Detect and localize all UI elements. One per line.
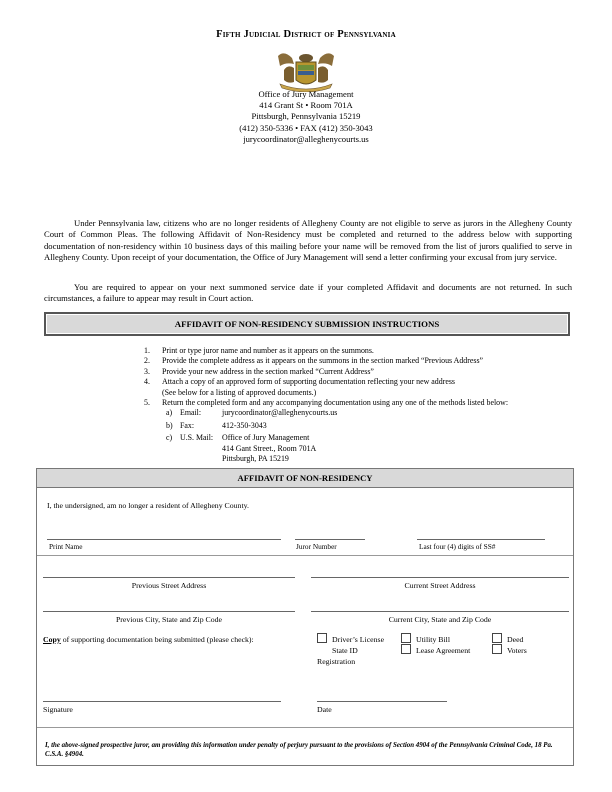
previous-street-field[interactable] — [43, 577, 295, 578]
instruction-item: 3. Provide your new address in the section marked “Current Address” — [144, 366, 374, 376]
state-id-label: State ID — [332, 646, 358, 655]
instruction-item: 4. Attach a copy of an approved form of supporting documentation reflecting your new address — [144, 377, 455, 387]
registration-label: Registration — [317, 657, 356, 666]
utility-bill-label: Utility Bill — [416, 635, 451, 644]
juror-number-label: Juror Number — [296, 542, 337, 551]
affidavit-form — [36, 468, 574, 766]
instruction-item: 5. Return the completed form and any accompanying documentation using any one of the methods listed below: — [144, 398, 509, 408]
instructions-list — [144, 346, 584, 464]
divider — [37, 727, 573, 728]
drivers-license-label: Driver’s License — [332, 635, 385, 644]
current-street-label: Current Street Address — [404, 581, 476, 590]
print-name-field[interactable] — [47, 539, 281, 540]
juror-number-field[interactable] — [295, 539, 365, 540]
office-email[interactable]: jurycoordinator@alleghenycourts.us — [243, 133, 369, 144]
office-address-block — [0, 89, 612, 145]
ss-last-four-label: Last four (4) digits of SS# — [419, 542, 496, 551]
previous-city-field[interactable] — [43, 611, 295, 612]
date-field[interactable] — [317, 701, 447, 702]
perjury-statement: I, the above-signed prospective juror, am providing this information under penalty of perjury pursuant to the provisions of Section 4904 of the Pennsylvania Criminal Code, 18 Pa. C.S.A. §4904. — [45, 742, 553, 758]
intro-paragraph-1: Under Pennsylvania law, citizens who are no longer residents of Allegheny County are not eligible to serve as jurors in the Allegheny County Court of Common Pleas. The following Affidavit of Non-Residency must be completed and returned to the address below with supporting documentation of non-residency within 10 business days of this mailing before your name will be removed from the list of jurors qualified to serve in Allegheny County. Upon receipt of your documentation, the Office of Jury Management will send a letter confirming your excusal from jury service. — [44, 218, 572, 262]
residency-statement: I, the undersigned, am no longer a resident of Allegheny County. — [47, 501, 249, 510]
court-title: Fifth Judicial District of Pennsylvania — [216, 29, 396, 40]
ss-last-four-field[interactable] — [417, 539, 545, 540]
current-city-label: Current City, State and Zip Code — [388, 615, 492, 624]
print-name-label: Print Name — [49, 542, 83, 551]
lease-agreement-label: Lease Agreement — [416, 646, 471, 655]
divider — [37, 555, 573, 556]
office-address-line2: Pittsburgh, Pennsylvania 15219 — [251, 111, 361, 122]
office-phones: (412) 350-5336 • FAX (412) 350-3043 — [239, 122, 373, 133]
deed-label: Deed — [507, 635, 524, 644]
lease-agreement-checkbox[interactable] — [401, 644, 411, 654]
instruction-item: 2. Provide the complete address as it appears on the summons in the section marked “Previous Address” — [144, 356, 484, 366]
date-label: Date — [317, 705, 332, 714]
intro-paragraph-2: You are required to appear on your next summoned service date if your completed Affidavit and documents are not returned. In such circumstances, a failure to appear may result in Court action. — [44, 282, 572, 304]
instruction-item: 1. Print or type juror name and number as it appears on the summons. — [144, 346, 374, 355]
method-fax: b) Fax: 412-350-3043 — [166, 420, 267, 430]
previous-city-label: Previous City, State and Zip Code — [115, 615, 223, 624]
voters-label: Voters — [507, 646, 527, 655]
signature-field[interactable] — [43, 701, 281, 702]
previous-street-label: Previous Street Address — [131, 581, 207, 590]
current-city-field[interactable] — [311, 611, 569, 612]
office-name: Office of Jury Management — [258, 89, 354, 99]
supporting-docs-label: Copy of supporting documentation being submitted (please check): — [43, 635, 254, 644]
method-mail: c) U.S. Mail: Office of Jury Management 414 Gant Street., Room 701A Pittsburgh, PA 15219 — [166, 433, 317, 464]
instructions-title-bar: AFFIDAVIT OF NON-RESIDENCY SUBMISSION INSTRUCTIONS — [44, 312, 570, 336]
office-address-line1: 414 Grant St • Room 701A — [259, 100, 353, 111]
form-title: AFFIDAVIT OF NON-RESIDENCY — [37, 469, 573, 488]
method-email: a) Email: jurycoordinator@alleghenycourts.us — [166, 408, 338, 418]
instruction-item: (See below for a listing of approved documents.) — [162, 387, 317, 397]
pennsylvania-seal-icon — [270, 50, 342, 92]
utility-bill-checkbox[interactable] — [401, 633, 411, 643]
deed-checkbox[interactable] — [492, 633, 502, 643]
voters-checkbox[interactable] — [492, 644, 502, 654]
signature-label: Signature — [43, 705, 73, 714]
current-street-field[interactable] — [311, 577, 569, 578]
drivers-license-checkbox[interactable] — [317, 633, 327, 643]
